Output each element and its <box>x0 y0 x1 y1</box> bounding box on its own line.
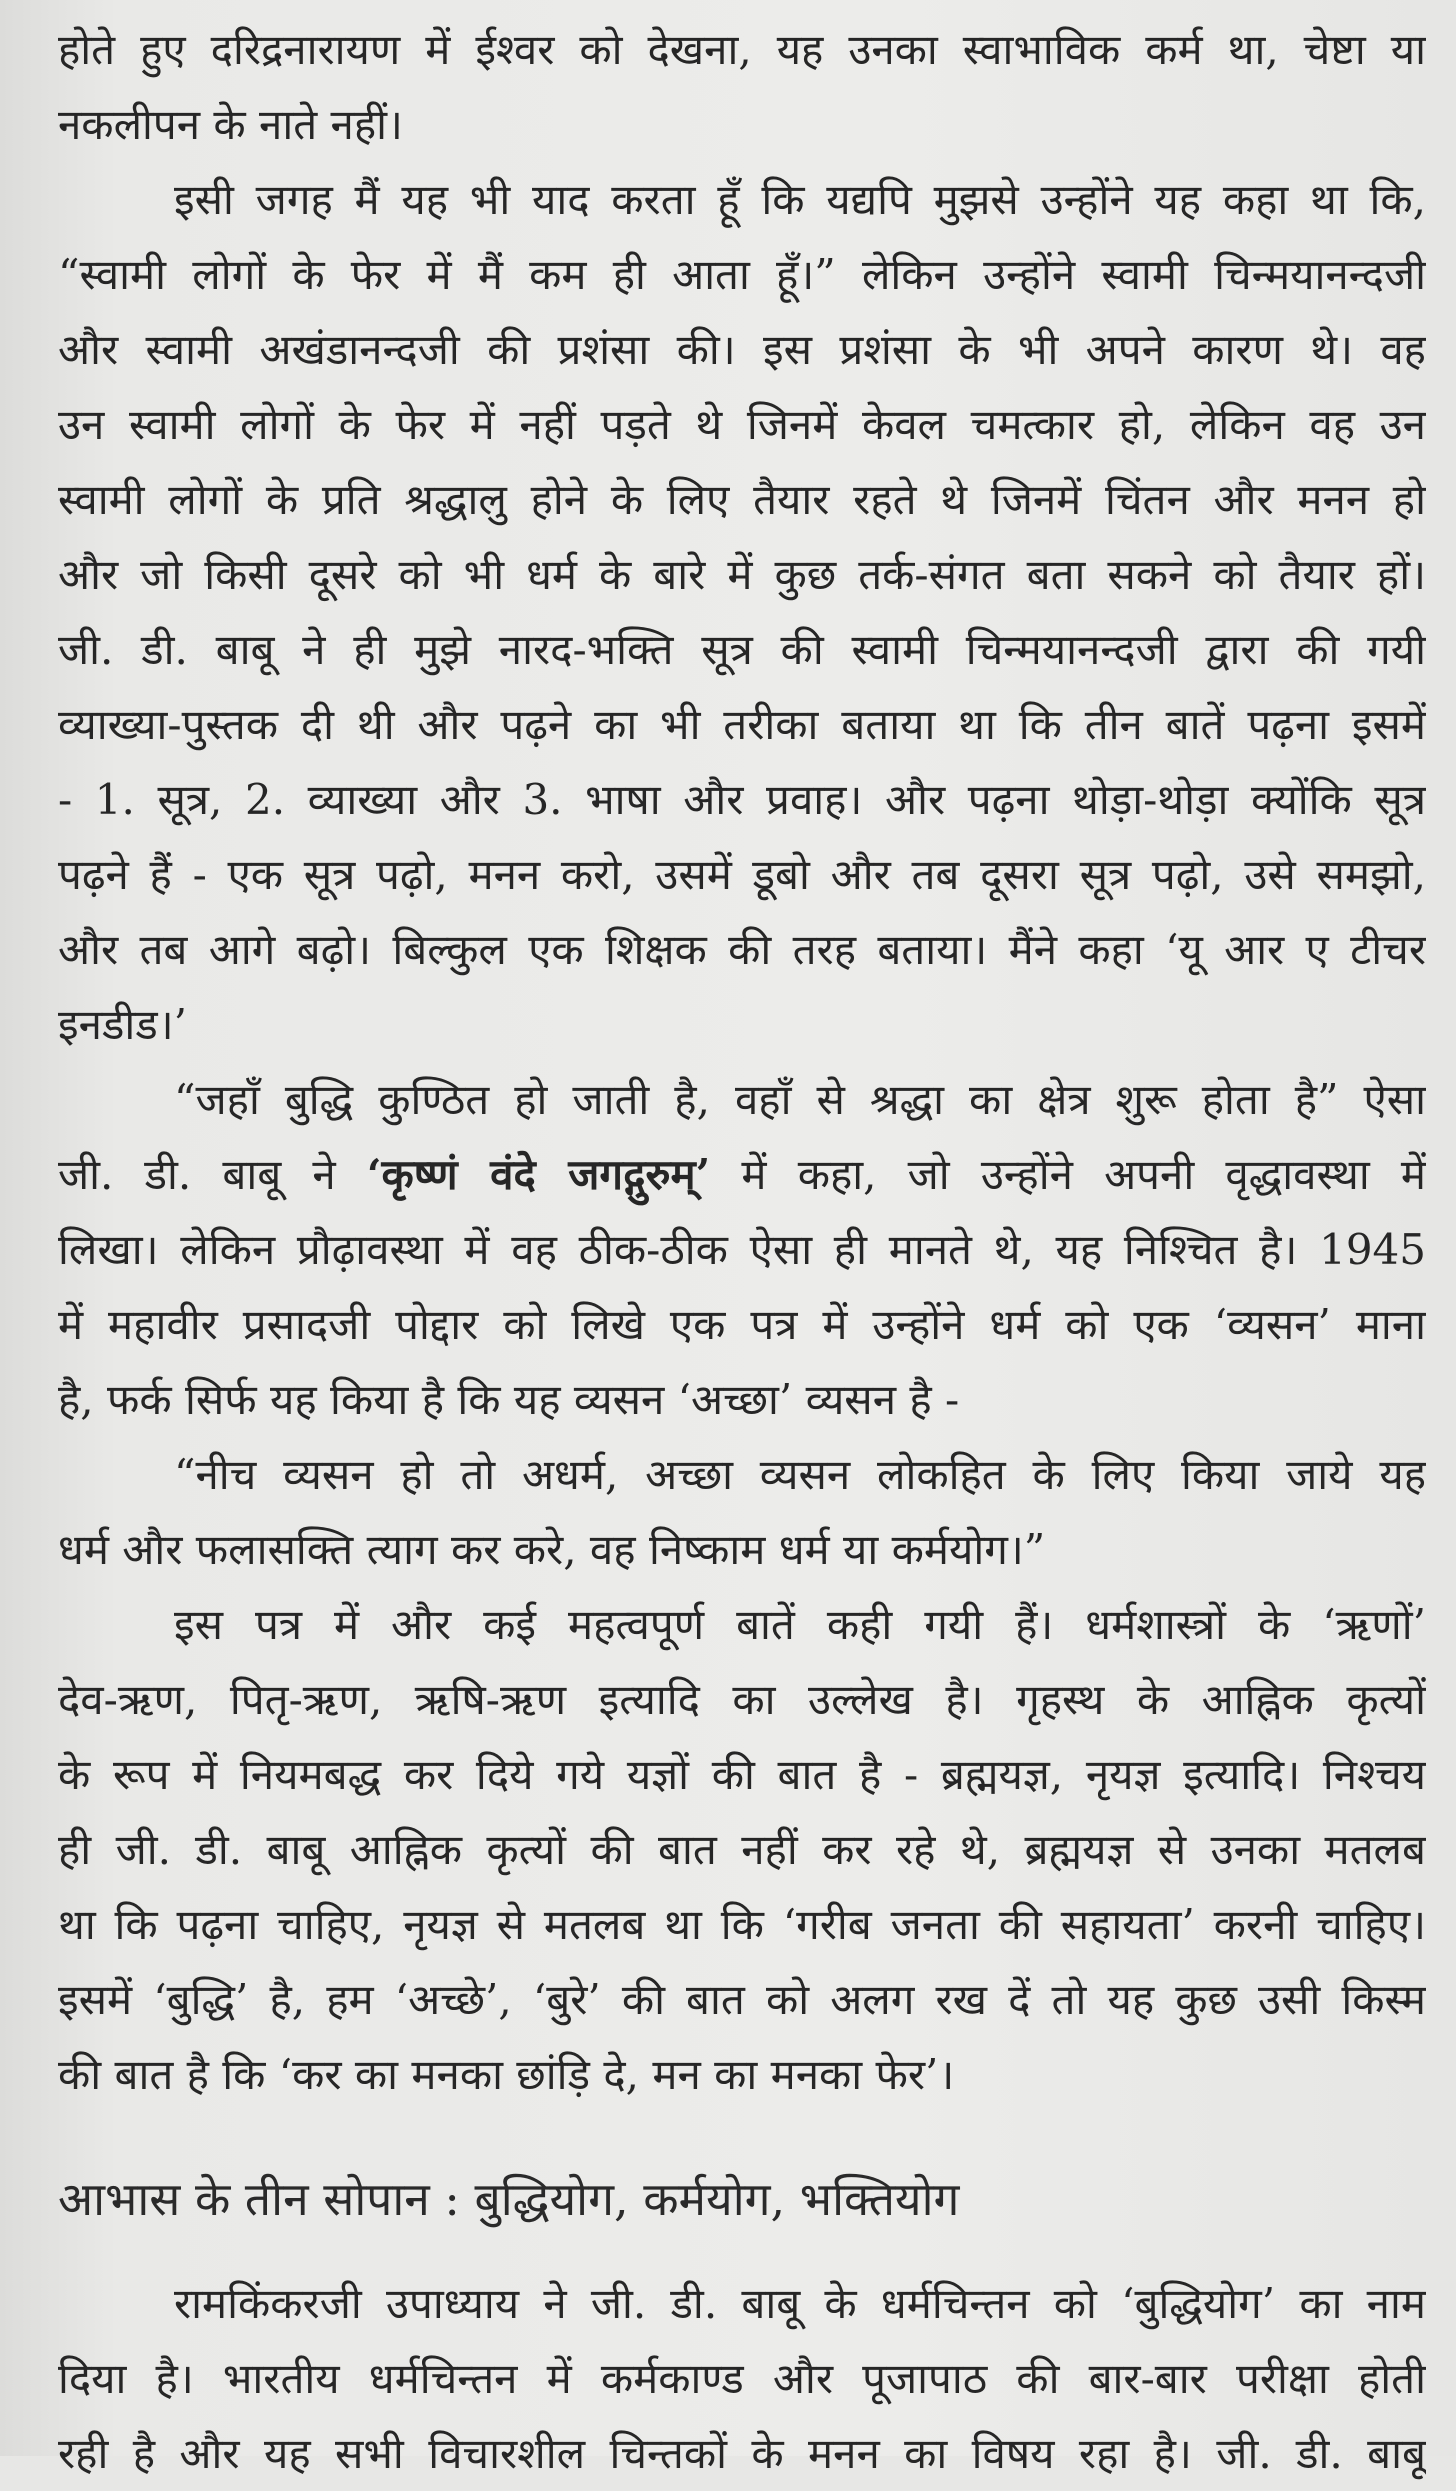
text-line: उन स्वामी लोगों के फेर में नहीं पड़ते थे जिनमें केवल चमत्कार हो, लेकिन वह उन <box>58 400 1426 449</box>
section-heading: आभास के तीन सोपान : बुद्धियोग, कर्मयोग, भक्तियोग <box>58 2172 960 2226</box>
paragraph-buddhiyog <box>58 2266 1426 2491</box>
text-line: है, फर्क सिर्फ यह किया है कि यह व्यसन ‘अच्छा’ व्यसन है - <box>58 1375 960 1424</box>
book-title: ‘कृष्णं वंदे जगद्गुरुम्’ <box>366 1150 711 1199</box>
text-line: नकलीपन के नाते नहीं। <box>58 100 403 149</box>
text-line: था कि पढ़ना चाहिए, नृयज्ञ से मतलब था कि ‘गरीब जनता की सहायता’ करनी चाहिए। <box>58 1900 1426 1949</box>
text-line: “स्वामी लोगों के फेर में मैं कम ही आता हूँ।” लेकिन उन्होंने स्वामी चिन्मयानन्दजी <box>58 250 1426 299</box>
text-line: देव-ऋण, पितृ-ऋण, ऋषि-ऋण इत्यादि का उल्लेख है। गृहस्थ के आह्निक कृत्यों <box>58 1675 1426 1724</box>
paragraph-rin <box>58 1587 1426 2112</box>
text-line-with-title <box>58 1137 1426 1212</box>
text-line: दिया है। भारतीय धर्मचिन्तन में कर्मकाण्ड और पूजापाठ की बार-बार परीक्षा होती <box>58 2354 1426 2403</box>
text-line: में महावीर प्रसादजी पोद्दार को लिखे एक पत्र में उन्होंने धर्म को एक ‘व्यसन’ माना <box>58 1300 1426 1349</box>
text-line: होते हुए दरिद्रनारायण में ईश्वर को देखना, यह उनका स्वाभाविक कर्म था, चेष्टा या <box>58 25 1426 74</box>
text-line: रामकिंकरजी उपाध्याय ने जी. डी. बाबू के धर्मचिन्तन को ‘बुद्धियोग’ का नाम <box>174 2279 1426 2328</box>
text-line: और जो किसी दूसरे को भी धर्म के बारे में कुछ तर्क-संगत बता सकने को तैयार हों। <box>58 550 1426 599</box>
text-line: और स्वामी अखंडानन्दजी की प्रशंसा की। इस प्रशंसा के भी अपने कारण थे। वह <box>58 325 1426 374</box>
text-line: की बात है कि ‘कर का मनका छांड़ि दे, मन का मनका फेर’। <box>58 2050 955 2099</box>
text-line: ही जी. डी. बाबू आह्निक कृत्यों की बात नहीं कर रहे थे, ब्रह्मयज्ञ से उनका मतलब <box>58 1825 1426 1874</box>
text-line: इनडीड।’ <box>58 1000 188 1049</box>
text-line: पढ़ने हैं - एक सूत्र पढ़ो, मनन करो, उसमें डूबो और तब दूसरा सूत्र पढ़ो, उसे समझो, <box>58 850 1426 899</box>
text-line: के रूप में नियमबद्ध कर दिये गये यज्ञों की बात है - ब्रह्मयज्ञ, नृयज्ञ इत्यादि। निश्चय <box>58 1750 1426 1799</box>
block-quote <box>58 1437 1426 1587</box>
text-line: इसी जगह मैं यह भी याद करता हूँ कि यद्यपि मुझसे उन्होंने यह कहा था कि, <box>174 175 1426 224</box>
text-line: रही है और यह सभी विचारशील चिन्तकों के मनन का विषय रहा है। जी. डी. बाबू <box>58 2429 1426 2478</box>
text-span: में कहा, जो उन्होंने अपनी वृद्धावस्था में <box>710 1150 1426 1199</box>
text-line: स्वामी लोगों के प्रति श्रद्धालु होने के लिए तैयार रहते थे जिनमें चिंतन और मनन हो <box>58 475 1426 524</box>
text-line: और तब आगे बढ़ो। बिल्कुल एक शिक्षक की तरह बताया। मैंने कहा ‘यू आर ए टीचर <box>58 925 1426 974</box>
text-line: “जहाँ बुद्धि कुण्ठित हो जाती है, वहाँ से श्रद्धा का क्षेत्र शुरू होता है” ऐसा <box>174 1075 1426 1124</box>
text-line: लिखा। लेकिन प्रौढ़ावस्था में वह ठीक-ठीक ऐसा ही मानते थे, यह निश्चित है। 1945 <box>58 1225 1426 1274</box>
text-line: जी. डी. बाबू ने ही मुझे नारद-भक्ति सूत्र की स्वामी चिन्मयानन्दजी द्वारा की गयी <box>58 625 1426 674</box>
section-spacer <box>58 2244 1426 2266</box>
text-line: इसमें ‘बुद्धि’ है, हम ‘अच्छे’, ‘बुरे’ की बात को अलग रख दें तो यह कुछ उसी किस्म <box>58 1975 1426 2024</box>
text-line: - 1. सूत्र, 2. व्याख्या और 3. भाषा और प्रवाह। और पढ़ना थोड़ा-थोड़ा क्योंकि सूत्र <box>58 775 1426 824</box>
paragraph-shraddha <box>58 1062 1426 1437</box>
text-line: व्याख्या-पुस्तक दी थी और पढ़ने का भी तरीका बताया था कि तीन बातें पढ़ना इसमें <box>58 700 1426 749</box>
quote-line: धर्म और फलासक्ति त्याग कर करे, वह निष्काम धर्म या कर्मयोग।” <box>58 1525 1046 1574</box>
text-line: इस पत्र में और कई महत्वपूर्ण बातें कही गयी हैं। धर्मशास्त्रों के ‘ऋणों’ <box>174 1600 1426 1649</box>
paragraph-swami <box>58 162 1426 1062</box>
section-spacer <box>58 2112 1426 2154</box>
paragraph-continuation <box>58 12 1426 162</box>
quote-line: “नीच व्यसन हो तो अधर्म, अच्छा व्यसन लोकहित के लिए किया जाये यह <box>174 1450 1426 1499</box>
text-span: जी. डी. बाबू ने <box>58 1150 367 1199</box>
